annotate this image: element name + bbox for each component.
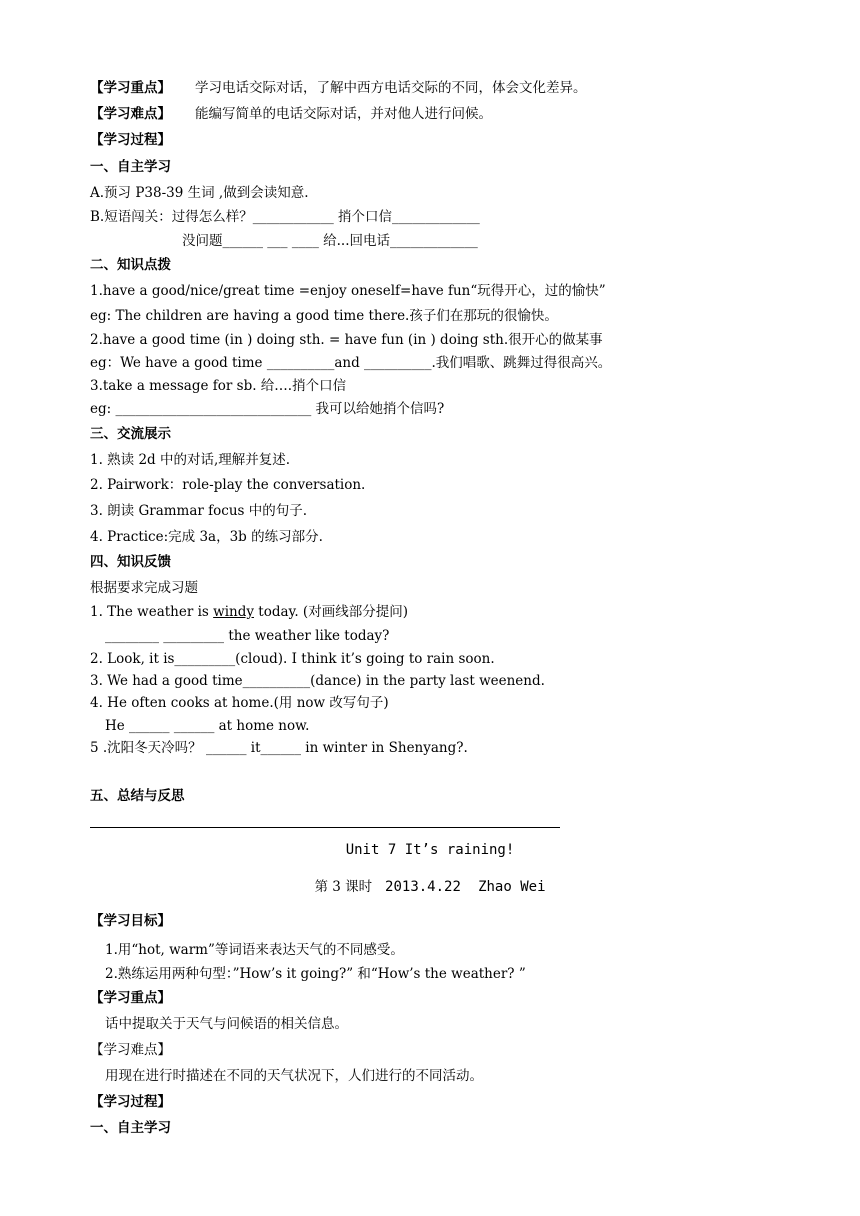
lesson3-focus-text: 话中提取关于天气与问候语的相关信息。 <box>105 1016 348 1032</box>
goals-label: 【学习目标】 <box>90 913 171 929</box>
section2-line: eg: The children are having a good time there.孩子们在那玩的很愉快。 <box>90 308 558 324</box>
lesson3-focus-label: 【学习重点】 <box>90 990 171 1006</box>
goal-item: 1.用“hot, warm”等词语来表达天气的不同感受。 <box>105 942 404 958</box>
section1-item-b: B.短语闯关：过得怎么样？____________ 捎个口信_____________ <box>90 209 480 225</box>
lesson3-process-label: 【学习过程】 <box>90 1094 171 1110</box>
section2-line: 3.take a message for sb. 给….捎个口信 <box>90 378 347 394</box>
exercise-q2: 2. Look, it is_________(cloud). I think it’s going to rain soon. <box>90 651 495 667</box>
focus-label: 【学习重点】 <box>90 80 171 96</box>
goal-item: 2.熟练运用两种句型：”How’s it going?” 和“How’s the weather? ” <box>105 966 526 982</box>
exercise-q4-answer: He ______ ______ at home now. <box>105 718 310 734</box>
section3-item: 2. Pairwork：role-play the conversation. <box>90 477 366 493</box>
section2-heading: 二、知识点拨 <box>90 257 171 273</box>
lesson3-difficulty-label: 【学习难点】 <box>90 1042 171 1058</box>
section4-heading: 四、知识反馈 <box>90 554 171 570</box>
lesson3-section1-heading: 一、自主学习 <box>90 1120 171 1136</box>
exercise-q3: 3. We had a good time__________(dance) in the party last weenend. <box>90 673 545 689</box>
q1-suffix: today. (对画线部分提问) <box>253 604 408 620</box>
process-label: 【学习过程】 <box>90 132 171 148</box>
lesson-date: 2013.4.22 <box>385 879 461 895</box>
focus-row <box>90 78 587 98</box>
section2-line: 1.have a good/nice/great time =enjoy oneself=have fun“玩得开心，过的愉快” <box>90 283 606 299</box>
section3-item: 4. Practice:完成 3a，3b 的练习部分. <box>90 529 323 545</box>
exercise-q4: 4. He often cooks at home.(用 now 改写句子) <box>90 695 389 711</box>
section1-item-a: A.预习 P38-39 生词 ,做到会读知意. <box>90 185 309 201</box>
section5-heading: 五、总结与反思 <box>90 788 185 804</box>
answer-line <box>90 827 560 828</box>
q1-underlined-word: windy <box>213 604 254 620</box>
lesson3-difficulty-text: 用现在进行时描述在不同的天气状况下，人们进行的不同活动。 <box>105 1068 483 1084</box>
section4-intro: 根据要求完成习题 <box>90 580 198 596</box>
exercise-q1-answer: ________ _________ the weather like today? <box>105 628 390 644</box>
section3-item: 1. 熟读 2d 中的对话,理解并复述. <box>90 452 291 468</box>
section2-line: eg：We have a good time __________and __________.我们唱歌、跳舞过得很高兴。 <box>90 355 612 371</box>
focus-text: 学习电话交际对话，了解中西方电话交际的不同，体会文化差异。 <box>195 80 587 96</box>
lesson-info <box>0 877 860 897</box>
section2-line: 2.have a good time (in ) doing sth. = have fun (in ) doing sth.很开心的做某事 <box>90 332 603 348</box>
difficulty-label: 【学习难点】 <box>90 106 171 122</box>
exercise-q5: 5 .沈阳冬天冷吗？ ______ it______ in winter in Shenyang?. <box>90 740 468 756</box>
unit-title: Unit 7 It’s raining! <box>345 842 515 858</box>
q1-prefix: 1. The weather is <box>90 604 214 620</box>
section2-line: eg: _____________________________ 我可以给她捎个信吗? <box>90 401 445 417</box>
lesson-author: Zhao Wei <box>478 879 546 895</box>
section1-item-b-line2: 没问题______ ___ ____ 给...回电话_____________ <box>182 233 478 249</box>
section1-heading: 一、自主学习 <box>90 159 171 175</box>
exercise-q1 <box>90 602 408 622</box>
difficulty-text: 能编写简单的电话交际对话，并对他人进行问候。 <box>195 106 492 122</box>
difficulty-row <box>90 104 492 124</box>
lesson-number: 第 3 课时 <box>314 879 373 895</box>
section3-heading: 三、交流展示 <box>90 426 171 442</box>
section3-item: 3. 朗读 Grammar focus 中的句子. <box>90 503 308 519</box>
